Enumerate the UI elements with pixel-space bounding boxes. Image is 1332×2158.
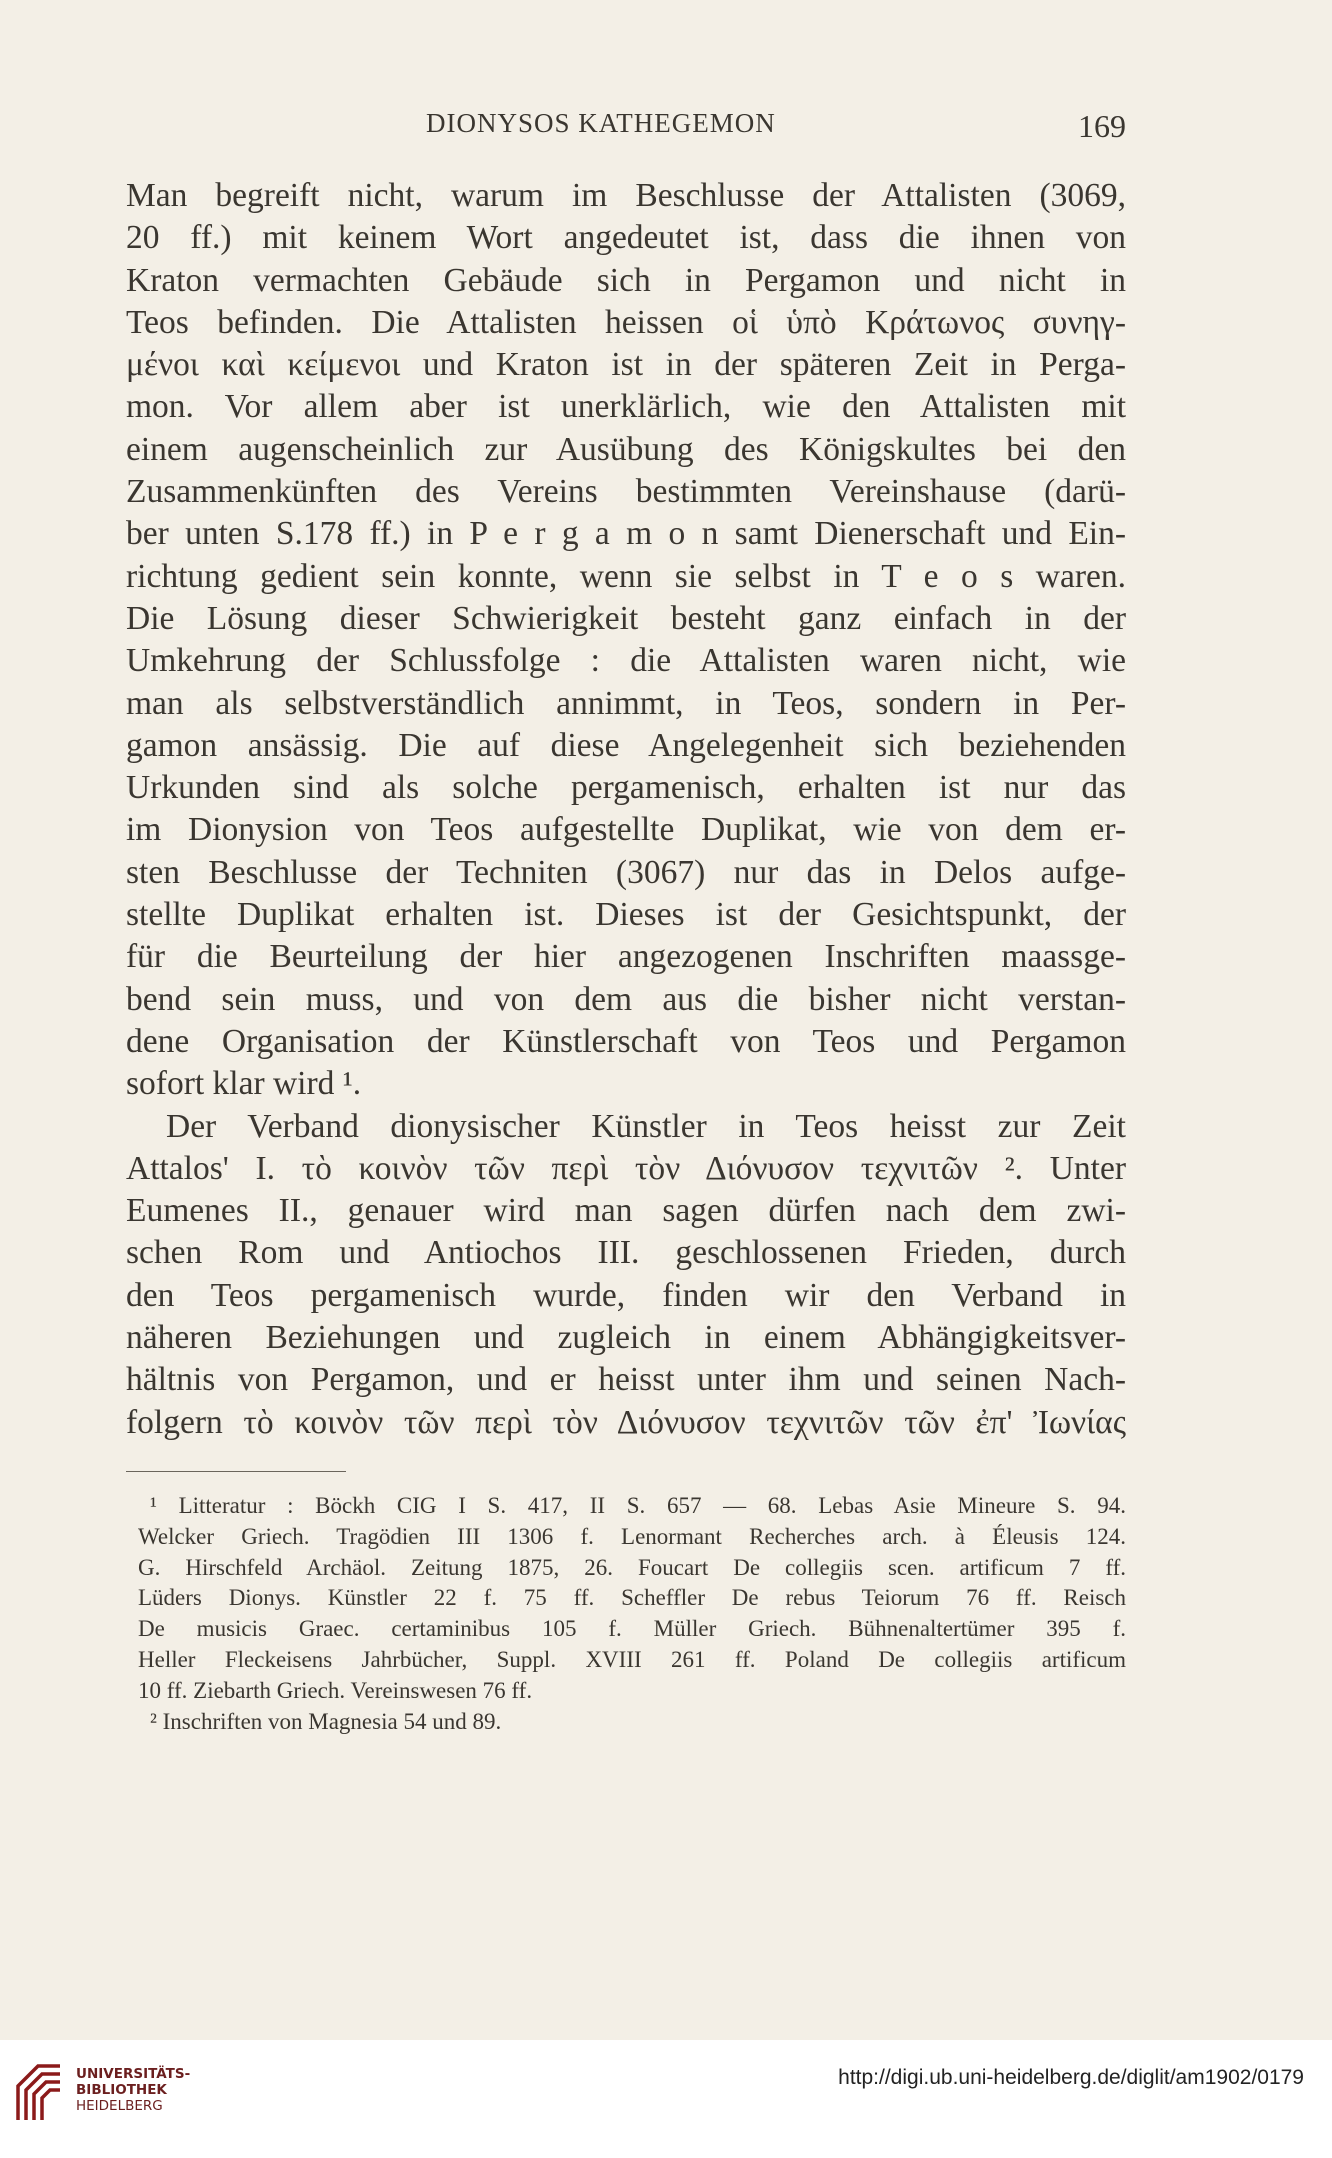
- text-line: Umkehrung der Schlussfolge : die Attalisten waren nicht, wie: [126, 642, 1126, 680]
- running-title: DIONYSOS KATHEGEMON: [426, 108, 776, 138]
- text-line: dene Organisation der Künstlerschaft von Teos und Pergamon: [126, 1022, 1126, 1060]
- text-line: Der Verband dionysischer Künstler in Teos heisst zur Zeit: [166, 1107, 1126, 1145]
- text-line: den Teos pergamenisch wurde, finden wir den Verband in: [126, 1276, 1126, 1314]
- text-line: bend sein muss, und von dem aus die bisher nicht verstan-: [126, 980, 1126, 1018]
- text-line: Kraton vermachten Gebäude sich in Pergamon und nicht in: [126, 261, 1126, 299]
- footnote-line: Lüders Dionys. Künstler 22 f. 75 ff. Scheffler De rebus Teiorum 76 ff. Reisch: [138, 1585, 1126, 1611]
- footnote-divider: [126, 1471, 346, 1472]
- footnote-line: G. Hirschfeld Archäol. Zeitung 1875, 26. Foucart De collegiis scen. artificum 7 ff.: [138, 1554, 1126, 1580]
- main-text: [126, 175, 1126, 1444]
- footnote-line: 10 ff. Ziebarth Griech. Vereinswesen 76 ff.: [138, 1677, 533, 1703]
- library-name: [76, 2066, 190, 2114]
- text-line: Die Lösung dieser Schwierigkeit besteht ganz einfach in der: [126, 599, 1126, 637]
- text-line: μένοι καὶ κείμενοι und Kraton ist in der späteren Zeit in Perga-: [126, 346, 1126, 384]
- running-header: [126, 108, 1126, 148]
- footnote-line: ² Inschriften von Magnesia 54 und 89.: [150, 1708, 502, 1734]
- text-line: Teos befinden. Die Attalisten heissen οἱ ὑπὸ Κράτωνος συνηγ-: [126, 303, 1126, 341]
- text-line: Urkunden sind als solche pergamenisch, erhalten ist nur das: [126, 769, 1126, 807]
- text-line: richtung gedient sein konnte, wenn sie selbst in T e o s waren.: [126, 557, 1126, 595]
- text-line: schen Rom und Antiochos III. geschlossenen Frieden, durch: [126, 1234, 1126, 1272]
- source-url-link[interactable]: http://digi.ub.uni-heidelberg.de/diglit/am1902/0179: [838, 2066, 1304, 2089]
- text-line: folgern τὸ κοινὸν τῶν περὶ τὸν Διόνυσον τεχνιτῶν τῶν ἐπ' Ἰωνίας: [126, 1403, 1126, 1441]
- text-line: 20 ff.) mit keinem Wort angedeutet ist, dass die ihnen von: [126, 219, 1126, 257]
- text-line: mon. Vor allem aber ist unerklärlich, wie den Attalisten mit: [126, 388, 1126, 426]
- text-line: Man begreift nicht, warum im Beschlusse der Attalisten (3069,: [126, 177, 1126, 214]
- text-line: man als selbstverständlich annimmt, in Teos, sondern in Per-: [126, 684, 1126, 722]
- text-line: für die Beurteilung der hier angezogenen Inschriften maassge-: [126, 938, 1126, 976]
- text-line: hältnis von Pergamon, und er heisst unter ihm und seinen Nach-: [126, 1361, 1126, 1399]
- library-name-line: HEIDELBERG: [76, 2098, 163, 2114]
- footnote-line: ¹ Litteratur : Böckh CIG I S. 417, II S. 657 — 68. Lebas Asie Mineure S. 94.: [150, 1493, 1126, 1518]
- library-footer-bar: [0, 2040, 1332, 2158]
- page-number: 169: [1078, 108, 1126, 144]
- text-line: gamon ansässig. Die auf diese Angelegenheit sich beziehenden: [126, 726, 1126, 764]
- library-name-line: BIBLIOTHEK: [76, 2082, 167, 2098]
- text-line: Eumenes II., genauer wird man sagen dürfen nach dem zwi-: [126, 1192, 1126, 1230]
- text-line: Zusammenkünften des Vereins bestimmten Vereinshause (darü-: [126, 473, 1126, 511]
- library-logo-icon: [14, 2062, 64, 2122]
- text-line: ber unten S.178 ff.) in P e r g a m o n samt Dienerschaft und Ein-: [126, 515, 1126, 553]
- footnote-line: De musicis Graec. certaminibus 105 f. Müller Griech. Bühnenaltertümer 395 f.: [138, 1616, 1126, 1642]
- footnotes: [138, 1491, 1126, 1737]
- text-line: einem augenscheinlich zur Ausübung des Königskultes bei den: [126, 430, 1126, 468]
- text-line: im Dionysion von Teos aufgestellte Duplikat, wie von dem er-: [126, 811, 1126, 849]
- footnote-line: Heller Fleckeisens Jahrbücher, Suppl. XVIII 261 ff. Poland De collegiis artificum: [138, 1646, 1126, 1672]
- footnote-line: Welcker Griech. Tragödien III 1306 f. Lenormant Recherches arch. à Éleusis 124.: [138, 1523, 1126, 1549]
- library-name-line: UNIVERSITÄTS-: [76, 2066, 191, 2082]
- text-line: Attalos' I. τὸ κοινὸν τῶν περὶ τὸν Διόνυσον τεχνιτῶν ². Unter: [126, 1149, 1126, 1187]
- text-line: stellte Duplikat erhalten ist. Dieses ist der Gesichtspunkt, der: [126, 896, 1126, 934]
- text-line: sten Beschlusse der Techniten (3067) nur das in Delos aufge-: [126, 853, 1126, 891]
- text-line: sofort klar wird ¹.: [126, 1065, 362, 1103]
- text-line: näheren Beziehungen und zugleich in einem Abhängigkeitsver-: [126, 1319, 1126, 1357]
